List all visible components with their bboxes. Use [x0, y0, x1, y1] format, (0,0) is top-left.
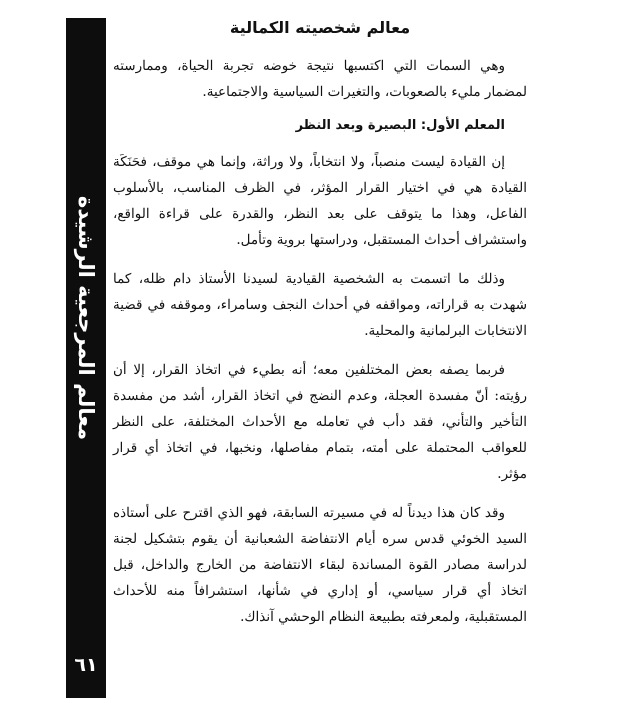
- book-title-container: [66, 18, 106, 618]
- section-subheading: المعلم الأول: البصيرة وبعد النظر: [295, 118, 505, 133]
- page-number: ٦١: [74, 654, 98, 676]
- paragraph-1: إن القيادة ليست منصباً، ولا انتخاباً، ولا وراثة، وإنما هي موقف، فحَنَكَة القيادة هي في اختيار القرار المؤثر، في الظرف المناسب، بالأسلوب الفاعل، وهذا ما يتوقف على بعد النظر، والقدرة على قراءة الواقع، واستشراف أحداث المستقبل، ودراستها بروية وتأمل.: [113, 154, 527, 248]
- paragraph-2: وذلك ما اتسمت به الشخصية القيادية لسيدنا الأستاذ دام ظله، كما شهدت به قراراته، ومواقفه في أحداث النجف وسامراء، وموقفه في قضية الانتخابات البرلمانية والمحلية.: [113, 271, 527, 339]
- page-content: [113, 14, 527, 643]
- side-bar: [66, 18, 106, 698]
- paragraph-4: وقد كان هذا ديدناً له في مسيرته السابقة، فهو الذي اقترح على أستاذه السيد الخوئي قدس سره أيام الانتفاضة الشعبانية أن يقوم بتشكيل لجنة لدراسة مصادر القوة المساندة لبقاء الانتفاضة من الخارج والداخل، قبل اتخاذ أي قرار سياسي، أو إداري في شأنها، استشرافاً منه للأحداث المستقبلية، ولمعرفته بطبيعة النظام الوحشي آنذاك.: [113, 505, 527, 625]
- intro-paragraph: وهي السمات التي اكتسبها نتيجة خوضه تجربة الحياة، وممارسته لمضمار مليء بالصعوبات، والتغيرات السياسية والاجتماعية.: [113, 58, 527, 100]
- paragraph-3: فربما يصفه بعض المختلفين معه؛ أنه بطيء في اتخاذ القرار، إلا أن رؤيته: أنّ مفسدة العجلة، وعدم النضج في اتخاذ القرار، أشد من مفسدة التأخير والتأني، فقد دأب في تعامله مع الأحداث المختلفة، على النظر للعواقب المحتملة على أمته، بتمام مفاصلها، ونخبها، في اتخاذ أي قرار مؤثر.: [113, 362, 527, 482]
- page-heading: معالم شخصيته الكمالية: [229, 18, 411, 37]
- book-title: معالم المرجعية الرشيدة: [74, 195, 99, 441]
